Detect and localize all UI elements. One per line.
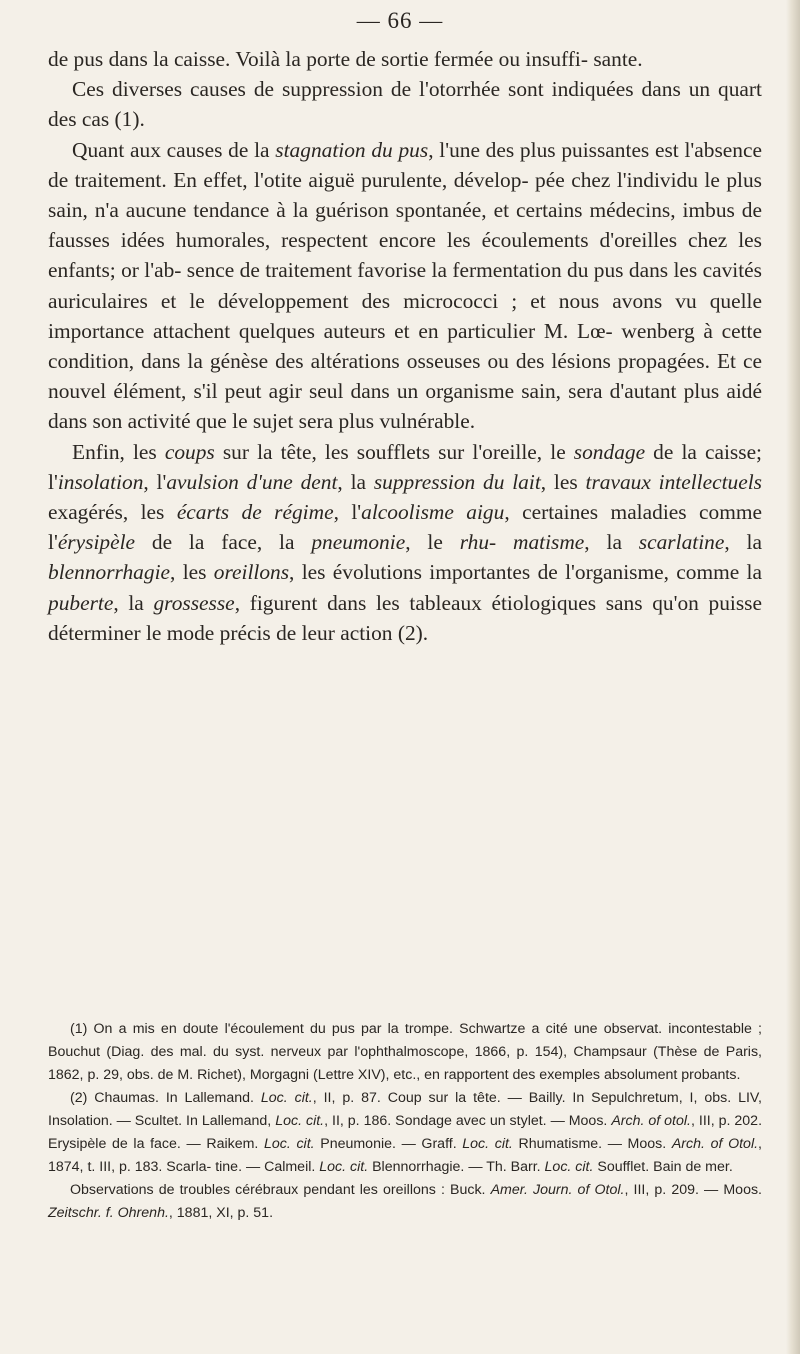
- main-text: [48, 44, 762, 648]
- text-run: , les: [540, 469, 586, 494]
- italic-term: travaux intellectuels: [585, 469, 762, 494]
- text-run: , le: [405, 530, 460, 555]
- italic-citation: Amer. Journ. of Otol.: [490, 1182, 625, 1198]
- text-run: , la: [113, 590, 154, 615]
- italic-citation: Loc. cit.: [462, 1136, 513, 1152]
- text-run: Pneumonie. — Graff.: [314, 1136, 463, 1152]
- text-run: , II, p. 87. Coup sur la tête. — Bailly. In Sepulchretum, I, obs. LIV, Insolation. — Scultet. In Lallemand,: [48, 1090, 763, 1129]
- text-run: , III, p. 202. Erysipèle de la face. — Raikem.: [48, 1113, 763, 1152]
- text-run: exagérés, les: [48, 500, 177, 525]
- italic-citation: Loc. cit.: [319, 1159, 369, 1175]
- text-run: Quant aux causes de la: [72, 137, 276, 162]
- italic-term: scarlatine: [638, 530, 725, 555]
- italic-term: suppression du lait: [373, 469, 541, 494]
- footnote-2: [48, 1087, 762, 1179]
- text-run: , figurent dans les tableaux étiologiques sans qu'on puisse déterminer le mode précis de leur action (2).: [48, 590, 763, 645]
- italic-citation: Loc. cit.: [264, 1136, 315, 1152]
- text-run: , l': [143, 469, 167, 494]
- text-run: Soufflet. Bain de mer.: [593, 1159, 733, 1175]
- text-run: , 1874, t. III, p. 183. Scarla- tine. — Calmeil.: [48, 1136, 762, 1175]
- italic-term: avulsion d'une dent: [166, 469, 338, 494]
- paragraph-3: [48, 135, 762, 437]
- text-run: , II, p. 186. Sondage avec un stylet. — Moos.: [324, 1113, 612, 1129]
- text-run: , la: [724, 530, 762, 555]
- text-run: de la caisse; l': [48, 439, 763, 494]
- italic-term: écarts de régime: [176, 500, 334, 525]
- italic-term: insolation: [57, 469, 144, 494]
- text-run: , la: [584, 530, 639, 555]
- italic-term: pneumonie: [311, 530, 406, 555]
- text-run: , les: [170, 560, 214, 585]
- italic-citation: Loc. cit.: [544, 1159, 594, 1175]
- italic-citation: Zeitschr. f. Ohrenh.: [48, 1205, 169, 1221]
- italic-term: rhu- matisme: [459, 530, 585, 555]
- text-run: Observations de troubles cérébraux pendant les oreillons : Buck.: [70, 1182, 491, 1198]
- text-run: Rhumatisme. — Moos.: [512, 1136, 672, 1152]
- text-run: de la face, la: [135, 530, 312, 555]
- text-run: , la: [337, 469, 374, 494]
- text-run: Enfin, les: [72, 439, 165, 464]
- italic-term: coups: [164, 439, 215, 464]
- italic-term: oreillons: [213, 560, 290, 585]
- italic-term: grossesse: [153, 590, 235, 615]
- paragraph-4: [48, 437, 762, 648]
- italic-term: sondage: [573, 439, 646, 464]
- footnotes: [48, 1018, 762, 1225]
- text-run: , 1881, XI, p. 51.: [168, 1205, 274, 1221]
- italic-citation: Loc. cit.: [260, 1090, 313, 1106]
- text-run: , l'une des plus puissantes est l'absence de traitement. En effet, l'otite aiguë purulente, dévelop- pée chez l'individu le plus sain, n'a aucune tendance à la guérison spontanée, et certains médecins, imbus de fausses idées humorales, respectent encore les écoulements d'oreilles chez les enfants; or l'ab- sence de traitement favorise la fermentation du pus dans les cavités auriculaires et le développement des micrococci ; et nous avons vu quelle importance attachent quelques auteurs et en particulier M. Lœ- wenberg à cette condition, dans la génèse des altérations osseuses ou des lésions propagées. Et ce nouvel élément, s'il peut agir seul dans un organisme sain, sera d'autant plus aidé dans son activité que le sujet sera plus vulnérable.: [48, 137, 762, 434]
- text-run: , les évolutions importantes de l'organisme, comme la: [289, 560, 762, 585]
- italic-citation: Arch. of Otol.: [671, 1136, 759, 1152]
- text-run: (2) Chaumas. In Lallemand.: [70, 1090, 261, 1106]
- text-run: , l': [333, 500, 362, 525]
- italic-term: blennorrhagie: [48, 560, 171, 585]
- footnote-3: [48, 1179, 762, 1225]
- italic-term: alcoolisme aigu: [361, 500, 505, 525]
- italic-term: puberte: [48, 590, 114, 615]
- paragraph-1: de pus dans la caisse. Voilà la porte de sortie fermée ou insuffi- sante.: [48, 47, 643, 71]
- footnote-1: (1) On a mis en doute l'écoulement du pus par la trompe. Schwartze a cité une observat. incontestable ; Bouchut (Diag. des mal. du syst. nerveux par l'ophthalmoscope, 1866, p. 154), Champsaur (Thèse de Paris, 1862, p. 29, obs. de M. Richet), Morgagni (Lettre XIV), etc., en rapportent des exemples absolument probants.: [48, 1021, 762, 1083]
- italic-term: érysipèle: [57, 530, 136, 555]
- italic-citation: Loc. cit.: [275, 1113, 325, 1129]
- page-edge-shadow: [786, 0, 800, 1354]
- text-run: Blennorrhagie. — Th. Barr.: [368, 1159, 545, 1175]
- italic-citation: Arch. of otol.: [611, 1113, 691, 1129]
- text-run: sur la tête, les soufflets sur l'oreille, le: [214, 439, 574, 464]
- text-run: , III, p. 209. — Moos.: [624, 1182, 762, 1198]
- paragraph-2: Ces diverses causes de suppression de l'otorrhée sont indiquées dans un quart des cas (1).: [48, 77, 762, 132]
- text-run: , certaines maladies comme l': [48, 500, 762, 555]
- page-number: — 66 —: [356, 8, 444, 33]
- italic-term: stagnation du pus: [275, 137, 429, 162]
